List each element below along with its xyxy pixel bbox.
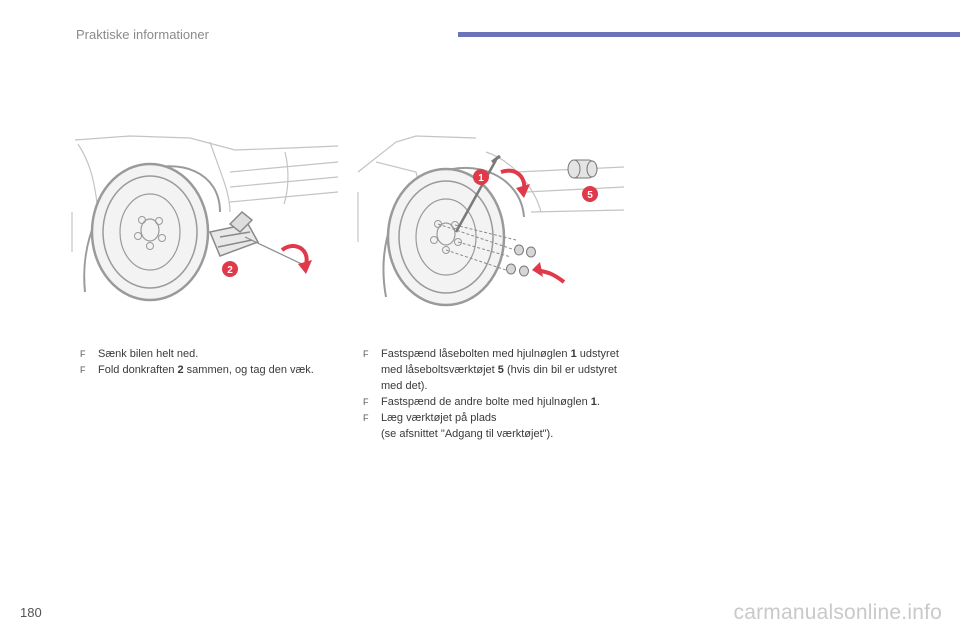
item-text: Fold donkraften — [98, 364, 178, 376]
item-text: udstyret med låseboltsværktøjet — [381, 348, 619, 376]
item-text: (se afsnittet "Adgang til værktøjet"). — [381, 428, 554, 440]
checkbox-bullet-icon: F — [80, 349, 86, 359]
page-number: 180 — [20, 605, 42, 620]
checkbox-bullet-icon: F — [80, 365, 86, 375]
instructions-left-column — [80, 346, 345, 378]
list-item — [80, 346, 345, 362]
item-text: Sænk bilen helt ned. — [98, 348, 199, 360]
item-text: Fastspænd de andre bolte med hjulnøglen — [381, 396, 591, 408]
callout-5: 5 — [587, 190, 593, 201]
list-item — [363, 394, 633, 410]
page-header-title: Praktiske informationer — [76, 27, 209, 42]
callout-2: 2 — [227, 265, 233, 276]
checkbox-bullet-icon: F — [363, 397, 369, 407]
item-ref-number: 5 — [497, 364, 504, 376]
list-item — [363, 410, 633, 442]
item-text: (hvis din bil er udstyret med det). — [381, 364, 617, 392]
callout-1: 1 — [478, 173, 484, 184]
item-text: sammen, og tag den væk. — [183, 364, 314, 376]
instructions-right-column — [363, 346, 633, 442]
checkbox-bullet-icon: F — [363, 413, 369, 423]
checkbox-bullet-icon: F — [363, 349, 369, 359]
illustration-lower-jack — [70, 132, 340, 307]
list-item — [80, 362, 345, 378]
item-text: Læg værktøjet på plads — [381, 412, 497, 424]
item-ref-number: 1 — [590, 396, 597, 408]
list-item — [363, 346, 633, 394]
watermark-link[interactable]: carmanualsonline.info — [733, 601, 942, 624]
item-text: Fastspænd låsebolten med hjulnøglen — [381, 348, 571, 360]
item-ref-number: 1 — [570, 348, 577, 360]
item-ref-number: 2 — [177, 364, 184, 376]
illustration-tighten-bolts — [356, 132, 626, 307]
item-text: . — [596, 396, 600, 408]
header-accent-bar — [458, 32, 960, 37]
